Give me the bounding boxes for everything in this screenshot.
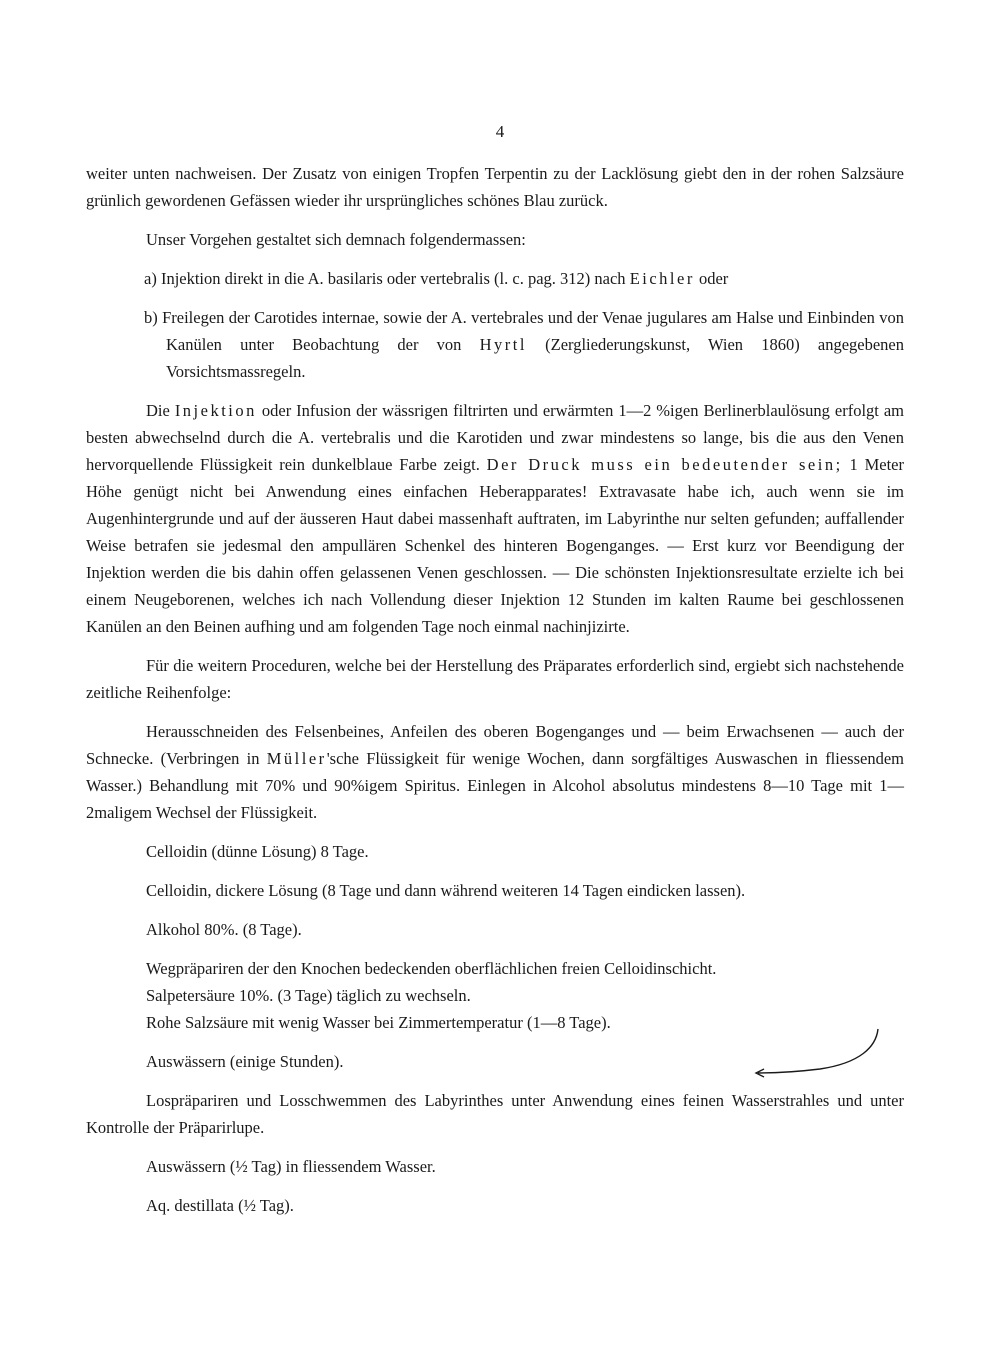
step-item: Rohe Salzsäure mit wenig Wasser bei Zimmertemperatur (1—8 Tage). [146,1013,611,1032]
author-name-mueller: Müller [266,749,327,768]
author-name-hyrtl: Hyrtl [479,335,527,354]
step-item: Celloidin (dünne Lösung) 8 Tage. [146,842,369,861]
item-a-text: a) Injektion direkt in die A. basilaris oder vertebralis (l. c. pag. 312) nach [144,269,630,288]
step-item: Alkohol 80%. (8 Tage). [146,920,302,939]
step-item: Auswässern (einige Stunden). [146,1052,344,1071]
paragraph-preparation [86,718,904,826]
step-item: Wegpräpariren der den Knochen bedeckenden oberflächlichen freien Celloidinschicht. [146,959,717,978]
preparation-text-2: 'sche Flüssigkeit für wenige Wochen, dann sorgfältiges Auswaschen in fliessendem Wasser.) Behandlung mit 70% und 90%igem Spiritus. Einlegen in Alcohol absolutus mindestens 8—10 Tage mit 1—2maligem Wechsel der Flüssigkeit. [86,749,904,822]
item-b-tail: (Zergliederungskunst, Wien 1860) angegebenen Vorsichtsmassregeln. [166,335,904,381]
item-b-text: b) Freilegen der Carotides internae, sowie der A. vertebrales und der Venae jugulares am Halse und Einbinden von Kanülen unter Beobachtung der von [144,308,904,354]
step-item: Aq. destillata (½ Tag). [146,1196,294,1215]
step-item: Auswässern (½ Tag) in fliessendem Wasser. [146,1157,436,1176]
page-number: 4 [495,122,505,141]
paragraph-continuation: weiter unten nachweisen. Der Zusatz von einigen Tropfen Terpentin zu der Lacklösung giebt den in der rohen Salzsäure grünlich gewordenen Gefässen wieder ihr ursprüngliches schönes Blau zurück. [86,164,904,210]
step-item: Lospräpariren und Losschwemmen des Labyrinthes unter Anwendung eines feinen Wasserstrahles und unter Kontrolle der Präparirlupe. [86,1091,904,1137]
step-item: Salpetersäure 10%. (3 Tage) täglich zu wechseln. [146,986,471,1005]
injection-text-2: oder Infusion der wässrigen filtrirten und erwärmten 1—2 %igen Berlinerblaulösung erfolgt am besten abwechselnd durch die A. vertebralis und die Karotiden und zwar mindestens so lange, bis die aus den Venen hervorquellende Flüssigkeit rein dunkelblaue Farbe zeigt. [86,401,905,474]
paragraph-injection [86,397,904,640]
injection-emphasis: Der Druck muss ein bedeutender sein; [486,455,843,474]
handwritten-arrow-icon [750,1025,890,1085]
injection-spaced-word: Injektion [174,401,257,420]
paragraph-intro: Unser Vorgehen gestaltet sich demnach folgendermassen: [146,230,526,249]
paragraph-procedures: Für die weitern Proceduren, welche bei der Herstellung des Präparates erforderlich sind, ergiebt sich nachstehende zeitliche Reihenfolge: [86,656,904,702]
injection-text-1: Die [146,401,175,420]
author-name-eichler: Eichler [629,269,695,288]
step-item: Celloidin, dickere Lösung (8 Tage und dann während weiteren 14 Tagen eindicken lassen). [146,881,746,900]
list-item-a [144,265,904,292]
item-a-tail: oder [694,269,729,288]
list-item-b [144,304,904,385]
injection-text-3: 1 Meter Höhe genügt nicht bei Anwendung eines einfachen Heberapparates! Extravasate habe ich, auch wenn sie im Augenhintergrunde und auf der äusseren Haut dabei massenhaft auftraten, im Labyrinthe nur selten gefunden; auffallender Weise betrafen sie jedesmal den ampullären Schenkel des hinteren Bogenganges. — Erst kurz vor Beendigung der Injektion werden die bis dahin offen gelassenen Venen geschlossen. — Die schönsten Injektionsresultate erzielte ich bei einem Neugeborenen, welches ich nach Vollendung dieser Injektion 12 Stunden im kalten Raume bei geschlossenen Kanülen an den Beinen aufhing und am folgenden Tage noch einmal nachinjizirte. [86,455,904,636]
preparation-text-1: Herausschneiden des Felsenbeines, Anfeilen des oberen Bogenganges und — beim Erwachsenen — auch der Schnecke. (Verbringen in [86,722,904,768]
